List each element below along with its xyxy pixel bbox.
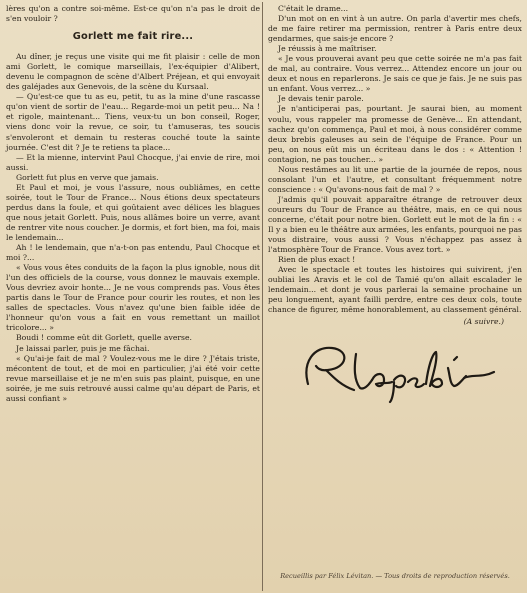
paragraph: « Qu'ai-je fait de mal ? Voulez-vous me le dire ? J'étais triste, mécontent de tout, et de moi en particulier, j'ai été voir cette revue marseillaise et je ne m'en suis pas plaint, puisque, en une soirée, je me suis retrouvé aussi calme qu'au départ de Paris, et aussi confiant » <box>6 353 260 403</box>
paragraph: Et Paul et moi, je vous l'assure, nous oubliâmes, en cette soirée, tout le Tour de France... Nous étions deux spectateurs perdus dans la foule, et qui goûtaient avec délices les blagues que nous jetait Gorlett. Puis, nous allâmes boire un verre, avant de rentrer vite nous coucher. Je dormis, et fort bien, ma foi, mais le lendemain... <box>6 182 260 242</box>
paragraph: D'un mot on en vint à un autre. On parla d'avertir mes chefs, de me faire retirer ma permission, rentrer à Paris entre deux gendarmes, que sais-je encore ? <box>268 14 522 44</box>
paragraph: — Qu'est-ce que tu as eu, petit, tu as la mine d'une rascasse qu'on vient de sortir de l'eau... Regarde-moi un petit peu... Na ! et rigole, maintenant... Tiens, veux-tu un bon conseil, Roger, viens donc voir la revue, ce soir, tu t'amuseras, tes soucis s'envoleront et demain tu resteras couché toute la sainte journée. C'est dit ? Je te retiens ta place... <box>6 92 260 152</box>
credit-line: Recueillis par Félix Lévitan. — Tous droits de reproduction réservés. <box>280 572 510 580</box>
paragraph: Gorlett fut plus en verve que jamais. <box>16 172 159 182</box>
paragraph: Je n'anticiperai pas, pourtant. Je saurai bien, au moment voulu, vous rappeler ma promesse de Genève... En attendant, sachez qu'on commença, Paul et moi, à nous considérer comme deux brebis galeuses au sein de l'équipe de France. Pour un peu, on nous eût mis un écriteau dans le dos : « Attention ! contagion, ne pas toucher... » <box>268 104 522 164</box>
left-column <box>6 4 260 404</box>
paragraph: Ah ! le lendemain, que n'a-t-on pas entendu, Paul Chocque et moi ?... <box>6 243 260 263</box>
intro-paragraph: lères qu'on a contre soi-même. Est-ce qu'on n'a pas le droit de s'en vouloir ? <box>6 4 260 24</box>
section-heading: Gorlett me fait rire... <box>72 31 194 43</box>
paragraph: Nous restâmes au lit une partie de la journée de repos, nous consolant l'un et l'autre, et consultant fréquemment notre conscience : « Qu'avons-nous fait de mal ? » <box>268 164 522 194</box>
right-column <box>268 4 522 404</box>
paragraph: J'admis qu'il pouvait apparaître étrange de retrouver deux coureurs du Tour de France au théâtre, mais, en ce qui nous concerne, c'était pour notre bien. Gorlett eut le mot de la fin : « Il y a bien eu le théâtre aux armées, les enfants, pourquoi ne pas vous distraire, vous aussi ? Vous n'échappez pas assez à l'atmosphère Tour de France. Vous avez tort. » <box>268 194 522 255</box>
paragraph: — Et la mienne, intervint Paul Chocque, j'ai envie de rire, moi aussi. <box>6 152 260 172</box>
paragraph: Boudi ! comme eût dit Gorlett, quelle averse. <box>16 333 192 343</box>
signature-block <box>268 332 522 404</box>
paragraph: Je réussis à me maîtriser. <box>278 44 377 54</box>
paragraph: « Je vous prouverai avant peu que cette soirée ne m'a pas fait de mal, au contraire. Vous verrez... Attendez encore un jour ou deux et nous en reparlerons. Je sais ce que je fais. Je ne suis pas un enfant. Vous verrez... » <box>268 54 522 94</box>
paragraph: Rien de plus exact ! <box>278 255 356 265</box>
paragraph: « Vous vous êtes conduits de la façon la plus ignoble, nous dit l'un des officiels de la course, vous donnez le mauvais exemple. Vous devriez avoir honte... Je ne vous comprends pas. Vous êtes partis dans le Tour de France pour courir les routes, et non les salles de spectacles. Vous n'avez qu'une bien faible idée de l'honneur qu'on vous a fait en vous remettant un maillot tricolore... » <box>6 263 260 333</box>
paragraph: Avec le spectacle et toutes les histoires qui suivirent, j'en oubliai les Aravis et le col de Tamié qu'on allait escalader le lendemain... et dont je vous parlerai la semaine prochaine un peu longuement, ayant failli perdre, entre ces deux cols, toute chance de figurer, même honorablement, au classement général. <box>268 265 522 315</box>
paragraph: Au dîner, je reçus une visite qui me fit plaisir : celle de mon ami Gorlett, le comique marseillais, l'ex-équipier d'Alibert, devenu le compagnon de scène d'Albert Préjean, et qui envoyait des galéjades aux Genevois, de la scène du Kursaal. <box>6 52 260 92</box>
paragraph: C'était le drame... <box>278 4 349 13</box>
handwritten-signature <box>268 332 522 404</box>
column-divider <box>262 2 263 591</box>
paragraph: Je laissai parler, puis je me fâchai. <box>16 343 150 353</box>
paragraph: Je devais tenir parole. <box>278 94 364 104</box>
to-be-continued: (A suivre.) <box>463 317 504 327</box>
